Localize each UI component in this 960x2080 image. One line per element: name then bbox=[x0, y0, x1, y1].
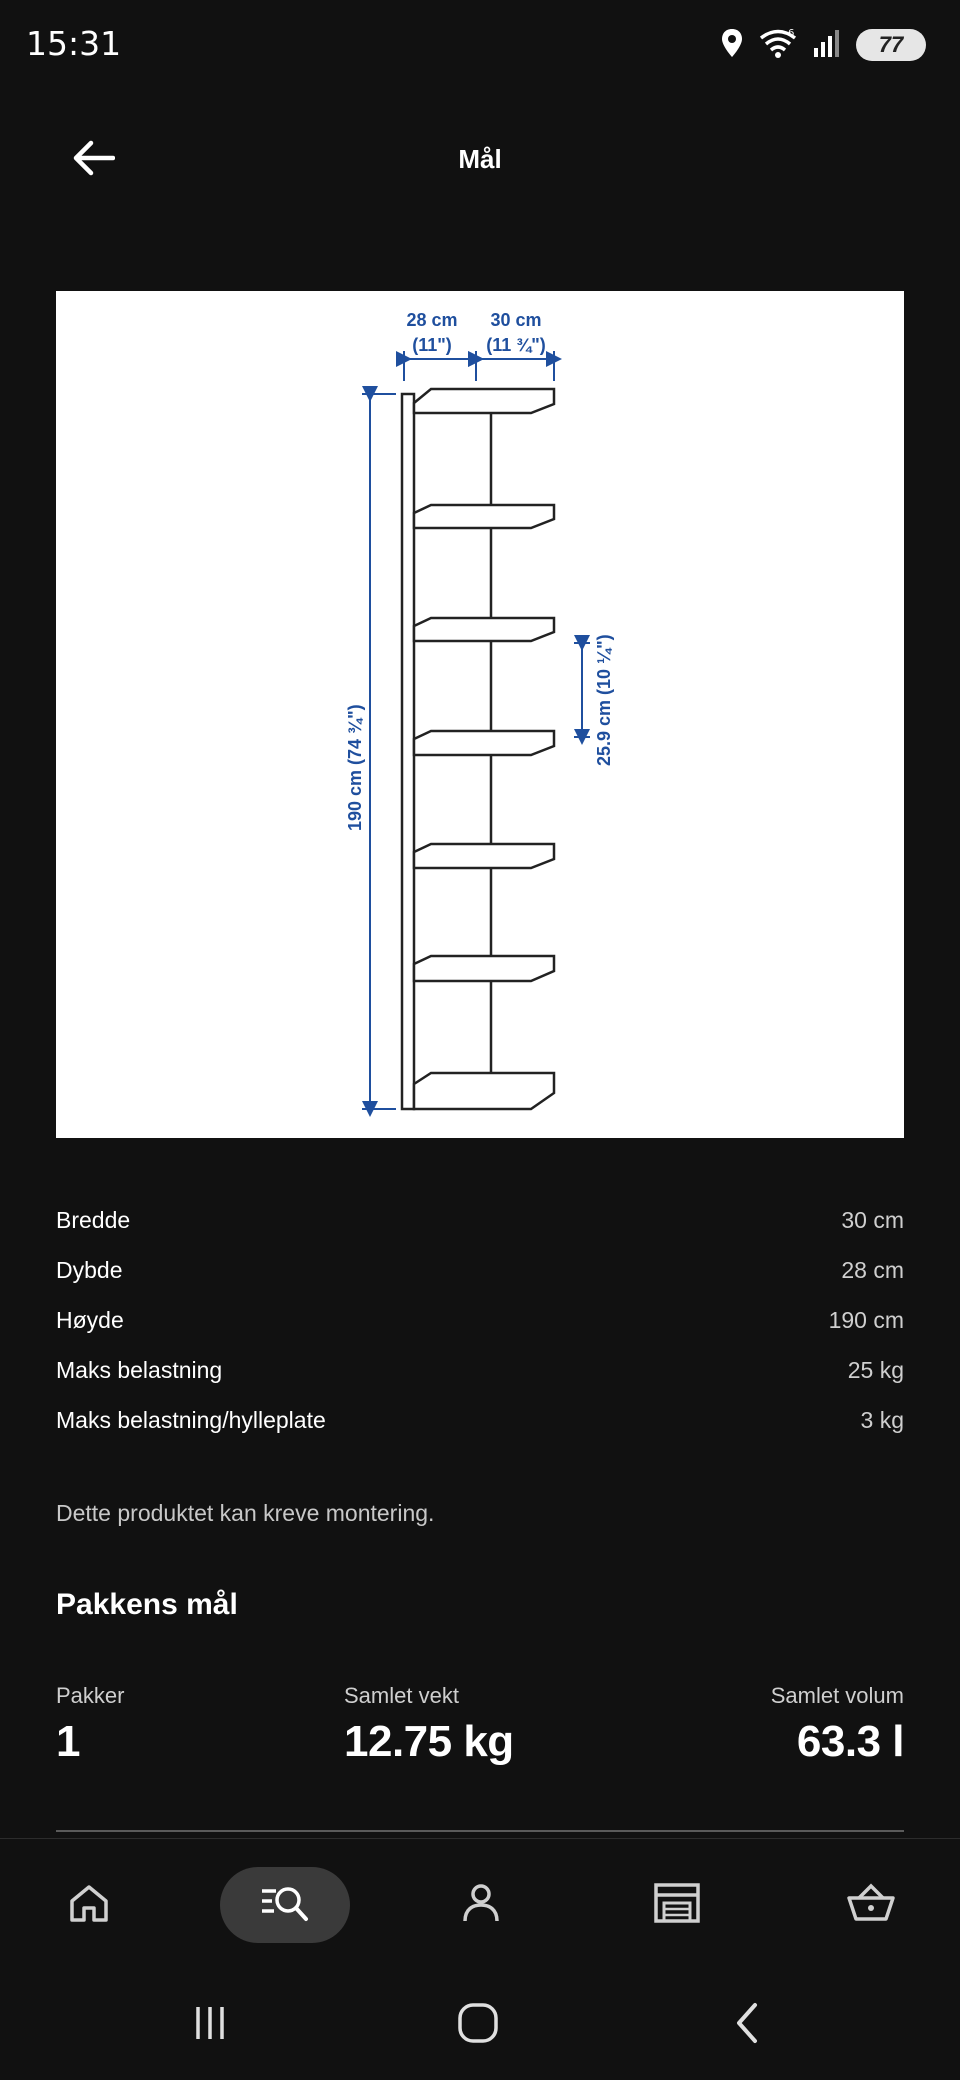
spec-label: Maks belastning bbox=[56, 1356, 223, 1383]
package-weight bbox=[344, 1683, 514, 1767]
system-back-button[interactable] bbox=[702, 1995, 792, 2055]
status-icons bbox=[720, 28, 926, 62]
recent-apps-icon bbox=[190, 2003, 230, 2048]
nav-store[interactable] bbox=[612, 1867, 742, 1943]
spec-row-depth bbox=[56, 1245, 904, 1295]
spec-value: 30 cm bbox=[841, 1206, 904, 1233]
width-label-cm: 30 cm bbox=[490, 310, 542, 330]
spec-label: Maks belastning/hylleplate bbox=[56, 1406, 326, 1433]
home-button[interactable] bbox=[433, 1995, 523, 2055]
wifi-icon bbox=[758, 28, 798, 63]
product-dimension-diagram bbox=[56, 291, 904, 1138]
nav-home[interactable] bbox=[24, 1867, 154, 1943]
package-weight-label: Samlet vekt bbox=[344, 1683, 459, 1708]
nav-search[interactable] bbox=[220, 1867, 350, 1943]
chevron-left-icon bbox=[729, 2001, 765, 2050]
home-circle-icon bbox=[456, 2001, 500, 2050]
battery-icon: 77 bbox=[856, 29, 926, 61]
spec-label: Dybde bbox=[56, 1256, 123, 1283]
bottom-nav bbox=[0, 1839, 960, 1969]
package-summary bbox=[56, 1683, 904, 1773]
page-title: Mål bbox=[458, 144, 502, 174]
package-volume bbox=[771, 1683, 904, 1767]
width-label-in: (11 ¾") bbox=[486, 335, 546, 355]
spec-row-height bbox=[56, 1295, 904, 1345]
shelf-spacing-dimension-line bbox=[574, 643, 590, 737]
spec-value: 25 kg bbox=[847, 1356, 904, 1383]
nav-profile[interactable] bbox=[416, 1867, 546, 1943]
package-count-value: 1 bbox=[56, 1717, 80, 1766]
depth-label-cm: 28 cm bbox=[406, 310, 458, 330]
assembly-note: Dette produktet kan kreve montering. bbox=[56, 1500, 435, 1526]
spec-row-max-load bbox=[56, 1345, 904, 1395]
signal-icon bbox=[812, 28, 842, 63]
store-icon bbox=[652, 1881, 702, 1930]
spec-value: 3 kg bbox=[860, 1406, 904, 1433]
nav-basket[interactable] bbox=[806, 1867, 936, 1943]
package-volume-label: Samlet volum bbox=[770, 1683, 904, 1708]
person-icon bbox=[459, 1881, 503, 1930]
spec-value: 190 cm bbox=[828, 1306, 904, 1333]
shelves bbox=[414, 389, 554, 1109]
spec-label: Høyde bbox=[56, 1306, 124, 1333]
spec-row-width bbox=[56, 1195, 904, 1245]
depth-label-in: (11") bbox=[412, 335, 452, 355]
package-count bbox=[56, 1683, 124, 1767]
location-icon bbox=[720, 28, 744, 63]
status-time: 15:31 bbox=[26, 24, 122, 63]
package-weight-value: 12.75 kg bbox=[344, 1717, 514, 1766]
spec-list bbox=[56, 1195, 904, 1445]
spec-label: Bredde bbox=[56, 1206, 131, 1233]
shelf-diagram bbox=[56, 291, 904, 1138]
spec-row-max-load-per-shelf bbox=[56, 1395, 904, 1445]
top-dimension-lines bbox=[404, 351, 554, 381]
height-dimension-line bbox=[362, 394, 396, 1109]
height-label: 190 cm (74 ¾") bbox=[345, 704, 365, 831]
package-heading: Pakkens mål bbox=[56, 1588, 238, 1621]
system-nav-bar bbox=[0, 1975, 960, 2080]
search-list-icon bbox=[258, 1881, 312, 1930]
spec-value: 28 cm bbox=[841, 1256, 904, 1283]
svg-text:6: 6 bbox=[788, 27, 795, 39]
package-count-label: Pakker bbox=[56, 1683, 125, 1708]
basket-icon bbox=[846, 1881, 896, 1930]
divider bbox=[56, 1830, 904, 1832]
package-volume-value: 63.3 l bbox=[796, 1717, 904, 1766]
shelf-spacing-label: 25.9 cm (10 ¼") bbox=[594, 634, 614, 766]
status-bar bbox=[0, 0, 960, 90]
header bbox=[0, 120, 960, 200]
home-icon bbox=[67, 1881, 111, 1930]
recent-apps-button[interactable] bbox=[165, 1995, 255, 2055]
